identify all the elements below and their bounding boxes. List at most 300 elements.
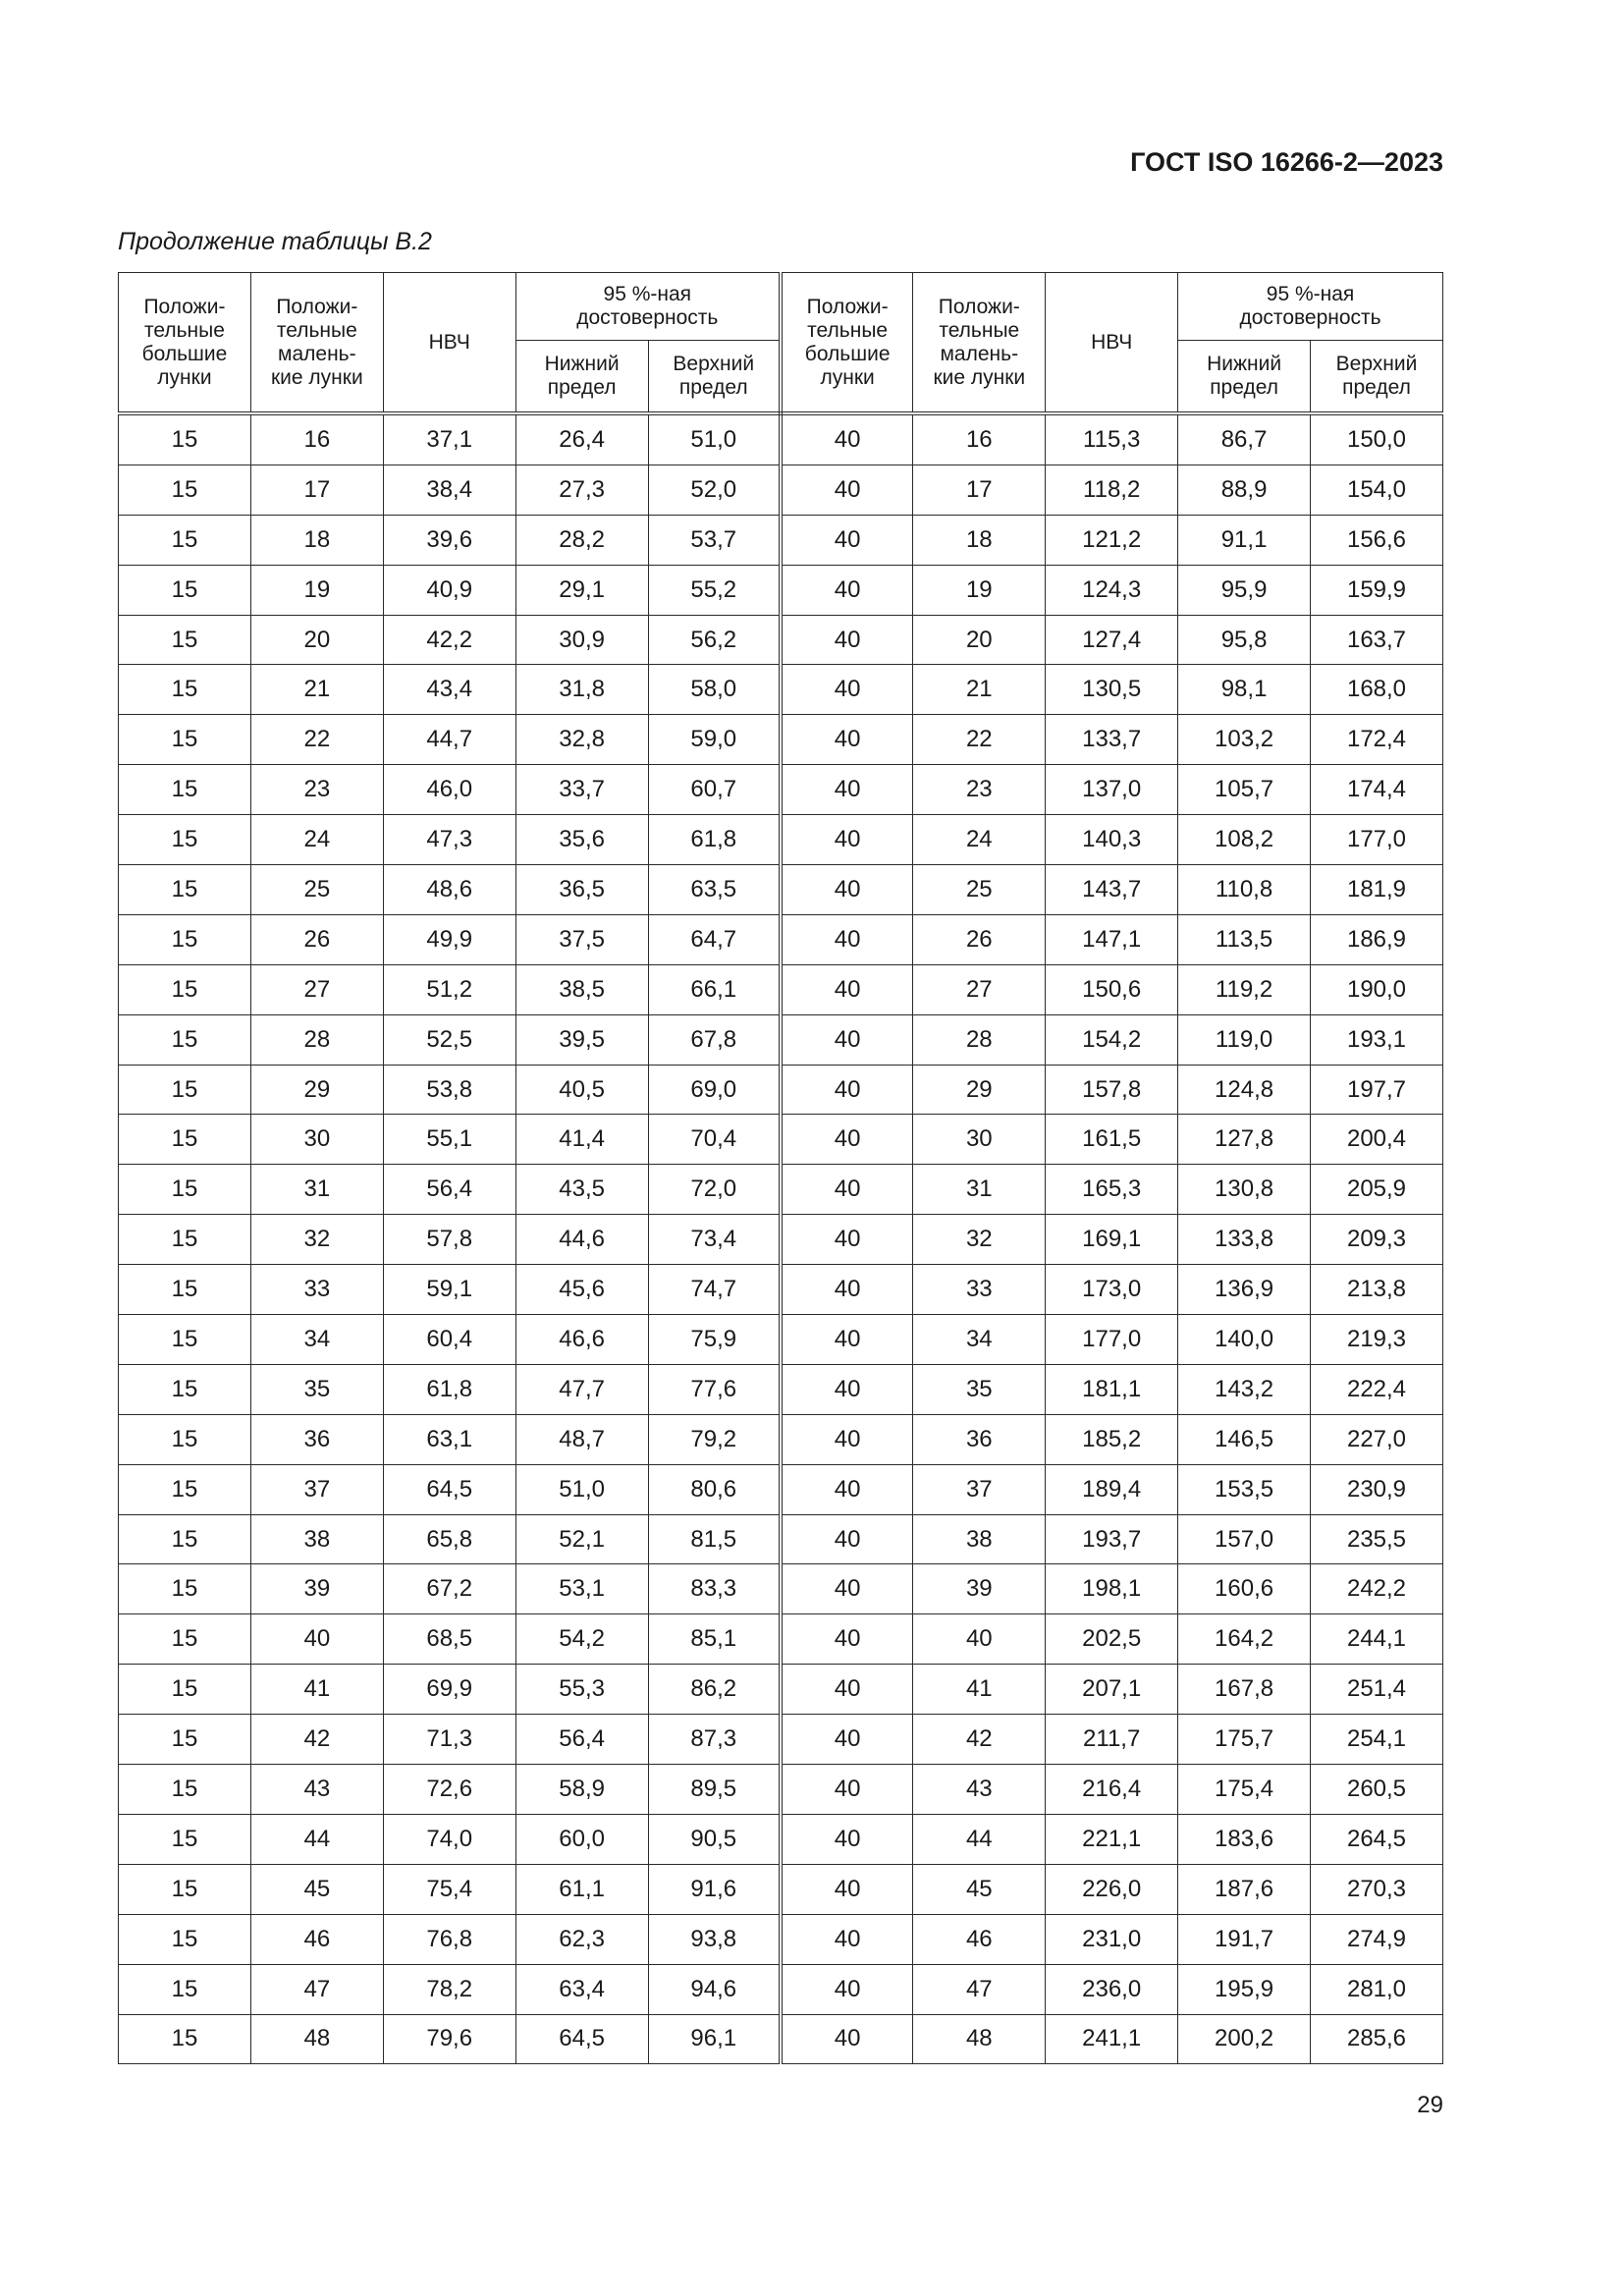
cell-mpn: 137,0: [1046, 765, 1178, 815]
cell-mpn: 78,2: [383, 1964, 515, 2014]
cell-small-wells: 28: [913, 1014, 1046, 1065]
cell-upper: 172,4: [1311, 715, 1443, 765]
table-row: [119, 413, 1443, 465]
cell-small-wells: 48: [250, 2014, 383, 2064]
cell-mpn: 38,4: [383, 465, 515, 515]
cell-small-wells: 44: [250, 1814, 383, 1864]
cell-lower: 140,0: [1178, 1315, 1311, 1365]
table-row: [119, 715, 1443, 765]
cell-mpn: 118,2: [1046, 465, 1178, 515]
cell-large-wells: 40: [781, 914, 913, 964]
cell-lower: 153,5: [1178, 1464, 1311, 1514]
cell-mpn: 69,9: [383, 1665, 515, 1715]
cell-large-wells: 40: [781, 1215, 913, 1265]
header-mpn: НВЧ: [383, 273, 515, 414]
cell-lower: 51,0: [515, 1464, 648, 1514]
cell-lower: 160,6: [1178, 1564, 1311, 1614]
cell-upper: 59,0: [648, 715, 781, 765]
cell-lower: 32,8: [515, 715, 648, 765]
cell-mpn: 74,0: [383, 1814, 515, 1864]
cell-small-wells: 30: [913, 1115, 1046, 1165]
cell-mpn: 43,4: [383, 665, 515, 715]
header-confidence: 95 %-ная достоверность: [1178, 273, 1443, 341]
cell-small-wells: 37: [913, 1464, 1046, 1514]
cell-small-wells: 19: [913, 565, 1046, 615]
cell-lower: 48,7: [515, 1414, 648, 1464]
cell-small-wells: 40: [250, 1614, 383, 1665]
cell-small-wells: 22: [250, 715, 383, 765]
cell-large-wells: 15: [119, 1364, 251, 1414]
table-row: [119, 1265, 1443, 1315]
cell-small-wells: 36: [250, 1414, 383, 1464]
cell-mpn: 49,9: [383, 914, 515, 964]
cell-lower: 105,7: [1178, 765, 1311, 815]
table-row: [119, 1914, 1443, 1964]
cell-upper: 274,9: [1311, 1914, 1443, 1964]
table-row: [119, 1814, 1443, 1864]
cell-mpn: 39,6: [383, 515, 515, 565]
cell-small-wells: 38: [913, 1514, 1046, 1564]
header-large-wells: Положи- тельные большие лунки: [119, 273, 251, 414]
cell-large-wells: 40: [781, 1065, 913, 1115]
cell-large-wells: 40: [781, 465, 913, 515]
cell-lower: 31,8: [515, 665, 648, 715]
cell-mpn: 130,5: [1046, 665, 1178, 715]
cell-mpn: 165,3: [1046, 1165, 1178, 1215]
table-body: [119, 413, 1443, 2064]
cell-mpn: 207,1: [1046, 1665, 1178, 1715]
cell-small-wells: 26: [913, 914, 1046, 964]
cell-lower: 44,6: [515, 1215, 648, 1265]
table-row: [119, 1165, 1443, 1215]
cell-lower: 136,9: [1178, 1265, 1311, 1315]
cell-small-wells: 37: [250, 1464, 383, 1514]
cell-upper: 222,4: [1311, 1364, 1443, 1414]
cell-large-wells: 15: [119, 1864, 251, 1914]
cell-mpn: 121,2: [1046, 515, 1178, 565]
cell-lower: 95,9: [1178, 565, 1311, 615]
cell-mpn: 76,8: [383, 1914, 515, 1964]
cell-small-wells: 24: [250, 815, 383, 865]
cell-lower: 175,7: [1178, 1715, 1311, 1765]
cell-large-wells: 40: [781, 1364, 913, 1414]
cell-upper: 174,4: [1311, 765, 1443, 815]
cell-mpn: 193,7: [1046, 1514, 1178, 1564]
cell-lower: 54,2: [515, 1614, 648, 1665]
cell-lower: 98,1: [1178, 665, 1311, 715]
header-lower-limit: Нижний предел: [1178, 341, 1311, 414]
cell-large-wells: 15: [119, 715, 251, 765]
cell-lower: 30,9: [515, 615, 648, 665]
cell-upper: 53,7: [648, 515, 781, 565]
mpn-table: [118, 272, 1443, 2064]
cell-large-wells: 15: [119, 914, 251, 964]
cell-small-wells: 39: [913, 1564, 1046, 1614]
table-row: [119, 1564, 1443, 1614]
cell-mpn: 72,6: [383, 1765, 515, 1815]
cell-lower: 124,8: [1178, 1065, 1311, 1115]
cell-upper: 94,6: [648, 1964, 781, 2014]
cell-small-wells: 19: [250, 565, 383, 615]
table-row: [119, 1215, 1443, 1265]
cell-upper: 270,3: [1311, 1864, 1443, 1914]
header-mpn: НВЧ: [1046, 273, 1178, 414]
table-row: [119, 1514, 1443, 1564]
cell-large-wells: 15: [119, 1614, 251, 1665]
cell-lower: 110,8: [1178, 865, 1311, 915]
cell-mpn: 124,3: [1046, 565, 1178, 615]
cell-lower: 56,4: [515, 1715, 648, 1765]
cell-small-wells: 21: [913, 665, 1046, 715]
cell-mpn: 47,3: [383, 815, 515, 865]
header-small-wells: Положи- тельные малень- кие лунки: [250, 273, 383, 414]
cell-upper: 281,0: [1311, 1964, 1443, 2014]
cell-lower: 39,5: [515, 1014, 648, 1065]
cell-large-wells: 15: [119, 465, 251, 515]
cell-lower: 175,4: [1178, 1765, 1311, 1815]
cell-small-wells: 41: [913, 1665, 1046, 1715]
cell-small-wells: 32: [250, 1215, 383, 1265]
cell-large-wells: 40: [781, 1964, 913, 2014]
cell-mpn: 68,5: [383, 1614, 515, 1665]
cell-small-wells: 16: [250, 413, 383, 465]
cell-small-wells: 17: [913, 465, 1046, 515]
cell-small-wells: 26: [250, 914, 383, 964]
cell-lower: 33,7: [515, 765, 648, 815]
cell-lower: 63,4: [515, 1964, 648, 2014]
cell-mpn: 56,4: [383, 1165, 515, 1215]
table-row: [119, 765, 1443, 815]
cell-lower: 195,9: [1178, 1964, 1311, 2014]
cell-lower: 64,5: [515, 2014, 648, 2064]
cell-mpn: 40,9: [383, 565, 515, 615]
cell-small-wells: 45: [250, 1864, 383, 1914]
cell-upper: 73,4: [648, 1215, 781, 1265]
cell-lower: 52,1: [515, 1514, 648, 1564]
cell-upper: 55,2: [648, 565, 781, 615]
cell-mpn: 42,2: [383, 615, 515, 665]
cell-lower: 28,2: [515, 515, 648, 565]
cell-lower: 29,1: [515, 565, 648, 615]
cell-mpn: 59,1: [383, 1265, 515, 1315]
cell-upper: 69,0: [648, 1065, 781, 1115]
cell-upper: 91,6: [648, 1864, 781, 1914]
cell-small-wells: 24: [913, 815, 1046, 865]
cell-upper: 205,9: [1311, 1165, 1443, 1215]
cell-large-wells: 40: [781, 565, 913, 615]
cell-large-wells: 40: [781, 715, 913, 765]
cell-mpn: 147,1: [1046, 914, 1178, 964]
cell-upper: 81,5: [648, 1514, 781, 1564]
cell-small-wells: 23: [250, 765, 383, 815]
cell-upper: 168,0: [1311, 665, 1443, 715]
cell-mpn: 67,2: [383, 1564, 515, 1614]
cell-small-wells: 41: [250, 1665, 383, 1715]
cell-large-wells: 15: [119, 1265, 251, 1315]
cell-lower: 167,8: [1178, 1665, 1311, 1715]
cell-large-wells: 15: [119, 1464, 251, 1514]
cell-small-wells: 27: [913, 964, 1046, 1014]
cell-upper: 77,6: [648, 1364, 781, 1414]
cell-upper: 83,3: [648, 1564, 781, 1614]
cell-upper: 186,9: [1311, 914, 1443, 964]
cell-large-wells: 15: [119, 1814, 251, 1864]
cell-upper: 64,7: [648, 914, 781, 964]
table-caption: Продолжение таблицы В.2: [118, 228, 432, 255]
cell-upper: 156,6: [1311, 515, 1443, 565]
cell-large-wells: 40: [781, 515, 913, 565]
table-row: [119, 1464, 1443, 1514]
cell-mpn: 37,1: [383, 413, 515, 465]
cell-mpn: 216,4: [1046, 1765, 1178, 1815]
cell-large-wells: 40: [781, 1665, 913, 1715]
cell-mpn: 177,0: [1046, 1315, 1178, 1365]
cell-lower: 143,2: [1178, 1364, 1311, 1414]
cell-mpn: 231,0: [1046, 1914, 1178, 1964]
cell-small-wells: 29: [913, 1065, 1046, 1115]
cell-mpn: 48,6: [383, 865, 515, 915]
cell-upper: 219,3: [1311, 1315, 1443, 1365]
table-row: [119, 1665, 1443, 1715]
cell-small-wells: 35: [913, 1364, 1046, 1414]
cell-large-wells: 40: [781, 1564, 913, 1614]
cell-large-wells: 15: [119, 865, 251, 915]
cell-small-wells: 42: [250, 1715, 383, 1765]
cell-large-wells: 40: [781, 413, 913, 465]
cell-mpn: 60,4: [383, 1315, 515, 1365]
cell-upper: 260,5: [1311, 1765, 1443, 1815]
table-row: [119, 1364, 1443, 1414]
cell-large-wells: 40: [781, 1315, 913, 1365]
cell-small-wells: 46: [913, 1914, 1046, 1964]
cell-small-wells: 45: [913, 1864, 1046, 1914]
cell-small-wells: 23: [913, 765, 1046, 815]
cell-small-wells: 20: [913, 615, 1046, 665]
cell-lower: 55,3: [515, 1665, 648, 1715]
cell-mpn: 140,3: [1046, 815, 1178, 865]
cell-large-wells: 15: [119, 515, 251, 565]
cell-large-wells: 15: [119, 1715, 251, 1765]
cell-large-wells: 40: [781, 865, 913, 915]
cell-upper: 52,0: [648, 465, 781, 515]
cell-large-wells: 40: [781, 1115, 913, 1165]
cell-mpn: 226,0: [1046, 1864, 1178, 1914]
cell-upper: 181,9: [1311, 865, 1443, 915]
cell-large-wells: 40: [781, 1514, 913, 1564]
cell-mpn: 198,1: [1046, 1564, 1178, 1614]
cell-mpn: 161,5: [1046, 1115, 1178, 1165]
cell-large-wells: 15: [119, 1414, 251, 1464]
cell-mpn: 185,2: [1046, 1414, 1178, 1464]
cell-mpn: 52,5: [383, 1014, 515, 1065]
cell-small-wells: 38: [250, 1514, 383, 1564]
cell-mpn: 143,7: [1046, 865, 1178, 915]
table-row: [119, 865, 1443, 915]
cell-large-wells: 15: [119, 1914, 251, 1964]
cell-mpn: 115,3: [1046, 413, 1178, 465]
cell-mpn: 189,4: [1046, 1464, 1178, 1514]
cell-large-wells: 40: [781, 615, 913, 665]
cell-lower: 191,7: [1178, 1914, 1311, 1964]
cell-upper: 67,8: [648, 1014, 781, 1065]
cell-upper: 251,4: [1311, 1665, 1443, 1715]
cell-lower: 91,1: [1178, 515, 1311, 565]
cell-lower: 146,5: [1178, 1414, 1311, 1464]
cell-large-wells: 15: [119, 1564, 251, 1614]
cell-lower: 86,7: [1178, 413, 1311, 465]
cell-lower: 41,4: [515, 1115, 648, 1165]
cell-upper: 56,2: [648, 615, 781, 665]
cell-small-wells: 27: [250, 964, 383, 1014]
cell-mpn: 154,2: [1046, 1014, 1178, 1065]
cell-large-wells: 15: [119, 1165, 251, 1215]
cell-mpn: 202,5: [1046, 1614, 1178, 1665]
header-small-wells: Положи- тельные малень- кие лунки: [913, 273, 1046, 414]
cell-upper: 177,0: [1311, 815, 1443, 865]
cell-upper: 96,1: [648, 2014, 781, 2064]
cell-upper: 85,1: [648, 1614, 781, 1665]
cell-upper: 244,1: [1311, 1614, 1443, 1665]
cell-upper: 190,0: [1311, 964, 1443, 1014]
cell-lower: 62,3: [515, 1914, 648, 1964]
cell-large-wells: 15: [119, 1765, 251, 1815]
cell-upper: 209,3: [1311, 1215, 1443, 1265]
cell-small-wells: 21: [250, 665, 383, 715]
cell-large-wells: 40: [781, 1715, 913, 1765]
cell-upper: 213,8: [1311, 1265, 1443, 1315]
cell-lower: 130,8: [1178, 1165, 1311, 1215]
cell-upper: 60,7: [648, 765, 781, 815]
cell-large-wells: 15: [119, 1315, 251, 1365]
cell-upper: 235,5: [1311, 1514, 1443, 1564]
table-row: [119, 2014, 1443, 2064]
cell-large-wells: 15: [119, 615, 251, 665]
cell-small-wells: 34: [913, 1315, 1046, 1365]
cell-small-wells: 36: [913, 1414, 1046, 1464]
cell-upper: 264,5: [1311, 1814, 1443, 1864]
cell-mpn: 133,7: [1046, 715, 1178, 765]
cell-small-wells: 22: [913, 715, 1046, 765]
cell-small-wells: 25: [913, 865, 1046, 915]
table-row: [119, 1715, 1443, 1765]
cell-upper: 87,3: [648, 1715, 781, 1765]
cell-small-wells: 18: [250, 515, 383, 565]
cell-upper: 285,6: [1311, 2014, 1443, 2064]
cell-small-wells: 29: [250, 1065, 383, 1115]
cell-small-wells: 47: [250, 1964, 383, 2014]
cell-upper: 70,4: [648, 1115, 781, 1165]
cell-mpn: 150,6: [1046, 964, 1178, 1014]
cell-upper: 230,9: [1311, 1464, 1443, 1514]
cell-lower: 103,2: [1178, 715, 1311, 765]
cell-upper: 90,5: [648, 1814, 781, 1864]
cell-upper: 200,4: [1311, 1115, 1443, 1165]
cell-small-wells: 31: [250, 1165, 383, 1215]
cell-upper: 242,2: [1311, 1564, 1443, 1614]
cell-mpn: 44,7: [383, 715, 515, 765]
cell-mpn: 241,1: [1046, 2014, 1178, 2064]
table-row: [119, 1765, 1443, 1815]
cell-lower: 43,5: [515, 1165, 648, 1215]
cell-upper: 154,0: [1311, 465, 1443, 515]
cell-upper: 159,9: [1311, 565, 1443, 615]
cell-large-wells: 40: [781, 1165, 913, 1215]
cell-lower: 61,1: [515, 1864, 648, 1914]
cell-small-wells: 33: [913, 1265, 1046, 1315]
cell-lower: 119,2: [1178, 964, 1311, 1014]
cell-large-wells: 40: [781, 1814, 913, 1864]
cell-large-wells: 40: [781, 665, 913, 715]
cell-large-wells: 15: [119, 2014, 251, 2064]
cell-small-wells: 35: [250, 1364, 383, 1414]
cell-upper: 197,7: [1311, 1065, 1443, 1115]
cell-lower: 133,8: [1178, 1215, 1311, 1265]
cell-lower: 113,5: [1178, 914, 1311, 964]
table-row: [119, 1414, 1443, 1464]
cell-mpn: 181,1: [1046, 1364, 1178, 1414]
cell-large-wells: 15: [119, 1514, 251, 1564]
table-row: [119, 1614, 1443, 1665]
cell-large-wells: 40: [781, 1014, 913, 1065]
header-upper-limit: Верхний предел: [1311, 341, 1443, 414]
cell-large-wells: 15: [119, 815, 251, 865]
cell-upper: 74,7: [648, 1265, 781, 1315]
cell-upper: 80,6: [648, 1464, 781, 1514]
cell-upper: 79,2: [648, 1414, 781, 1464]
cell-lower: 38,5: [515, 964, 648, 1014]
cell-small-wells: 28: [250, 1014, 383, 1065]
table-row: [119, 665, 1443, 715]
cell-lower: 187,6: [1178, 1864, 1311, 1914]
cell-lower: 37,5: [515, 914, 648, 964]
cell-upper: 58,0: [648, 665, 781, 715]
cell-lower: 36,5: [515, 865, 648, 915]
table-row: [119, 1315, 1443, 1365]
cell-upper: 51,0: [648, 413, 781, 465]
cell-large-wells: 40: [781, 1265, 913, 1315]
cell-lower: 26,4: [515, 413, 648, 465]
cell-large-wells: 40: [781, 1914, 913, 1964]
cell-large-wells: 15: [119, 765, 251, 815]
cell-mpn: 169,1: [1046, 1215, 1178, 1265]
cell-upper: 254,1: [1311, 1715, 1443, 1765]
cell-upper: 93,8: [648, 1914, 781, 1964]
cell-lower: 45,6: [515, 1265, 648, 1315]
table-row: [119, 1964, 1443, 2014]
cell-lower: 27,3: [515, 465, 648, 515]
cell-small-wells: 48: [913, 2014, 1046, 2064]
cell-mpn: 75,4: [383, 1864, 515, 1914]
cell-lower: 183,6: [1178, 1814, 1311, 1864]
cell-large-wells: 40: [781, 2014, 913, 2064]
cell-mpn: 46,0: [383, 765, 515, 815]
header-large-wells: Положи- тельные большие лунки: [781, 273, 913, 414]
cell-small-wells: 25: [250, 865, 383, 915]
cell-small-wells: 33: [250, 1265, 383, 1315]
table-row: [119, 1115, 1443, 1165]
cell-large-wells: 40: [781, 815, 913, 865]
cell-mpn: 71,3: [383, 1715, 515, 1765]
cell-mpn: 64,5: [383, 1464, 515, 1514]
cell-large-wells: 15: [119, 964, 251, 1014]
table-row: [119, 515, 1443, 565]
cell-large-wells: 15: [119, 1665, 251, 1715]
cell-upper: 66,1: [648, 964, 781, 1014]
cell-small-wells: 17: [250, 465, 383, 515]
page-number: 29: [1417, 2092, 1443, 2118]
cell-lower: 95,8: [1178, 615, 1311, 665]
document-code: ГОСТ ISO 16266-2—2023: [1130, 147, 1443, 177]
